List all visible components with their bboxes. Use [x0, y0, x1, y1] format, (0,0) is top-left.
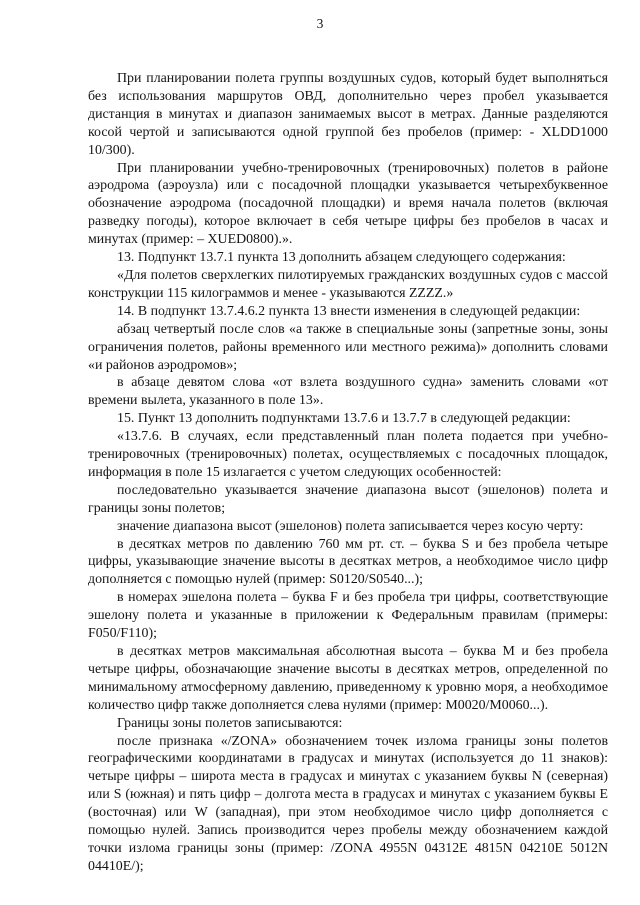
page-number: 3 — [316, 16, 324, 31]
paragraph: Границы зоны полетов записываются: — [117, 715, 343, 731]
document-body — [88, 70, 608, 876]
paragraph: При планировании полета группы воздушных судов, который будет выполняться без использования маршрутов ОВД, дополнительно через пробел указывается дистанция в минутах и диапазон занимаемых высот в метрах. Данные разделяются косой чертой и записываются одной группой без пробелов (пример: - XLDD1000 10/300). — [88, 71, 608, 158]
paragraph: после признака «/ZONA» обозначением точек излома границы зоны полетов географическими координатами в градусах и минутах (используется до 11 знаков): четыре цифры – широта места в градусах и минутах с указанием буквы N (северная) или S (южная) и пять цифр – долгота места в градусах и минутах с указанием буквы E (восточная) или W (западная), при этом необходимое число цифр дополняется с помощью нулей. Запись производится через пробелы между обозначением каждой точки излома границы зоны (пример: /ZONA 4955N 04312E 4815N 04210E 5012N 04410E/); — [88, 733, 608, 874]
paragraph: в абзаце девятом слова «от взлета воздушного судна» заменить словами «от времени вылета, указанного в поле 13». — [88, 375, 608, 409]
paragraph: в десятках метров по давлению 760 мм рт. ст. – буква S и без пробела четыре цифры, указывающие значение высоты в десятках метров, а необходимое число цифр дополняется с помощью нулей (пример: S0120/S0540...); — [88, 536, 608, 588]
paragraph: 13. Подпункт 13.7.1 пункта 13 дополнить абзацем следующего содержания: — [117, 250, 566, 266]
paragraph: «13.7.6. В случаях, если представленный план полета подается при учебно-тренировочных (тренировочных) полетах, осуществляемых с посадочных площадок, информация в поле 15 излагается с учетом следующих особенностей: — [88, 429, 608, 480]
paragraph: последовательно указывается значение диапазона высот (эшелонов) полета и границы зоны полетов; — [88, 482, 608, 516]
paragraph: в номерах эшелона полета – буква F и без пробела три цифры, соответствующие эшелону полета и указанные в приложении к Федеральным правилам (примеры: F050/F110); — [88, 590, 608, 642]
paragraph: 15. Пункт 13 дополнить подпунктами 13.7.6 и 13.7.7 в следующей редакции: — [117, 411, 571, 427]
paragraph: При планировании учебно-тренировочных (тренировочных) полетов в районе аэродрома (аэроузла) или с посадочной площадки указывается четырехбуквенное обозначение аэродрома (посадочной площадки) и время начала полетов (включая разведку погоды), которое включает в себя четыре цифры без пробелов в часах и минутах (пример: – XUED0800).». — [88, 160, 608, 248]
paragraph: 14. В подпункт 13.7.4.6.2 пункта 13 внести изменения в следующей редакции: — [117, 303, 581, 319]
paragraph: значение диапазона высот (эшелонов) полета записывается через косую черту: — [117, 518, 584, 534]
paragraph: абзац четвертый после слов «а также в специальные зоны (запретные зоны, зоны ограничения полетов, районы временного или местного режима)» дополнить словами «и районов аэродромов»; — [88, 321, 608, 373]
paragraph: в десятках метров максимальная абсолютная высота – буква M и без пробела четыре цифры, обозначающие значение высоты в десятках метров, определенной по минимальному атмосферному давлению, приведенному к уровню моря, а необходимое количество цифр также дополняется слева нулями (пример: M0020/M0060...). — [88, 644, 608, 713]
paragraph: «Для полетов сверхлегких пилотируемых гражданских воздушных судов с массой конструкции 115 килограммов и менее - указываются ZZZZ.» — [88, 267, 608, 301]
